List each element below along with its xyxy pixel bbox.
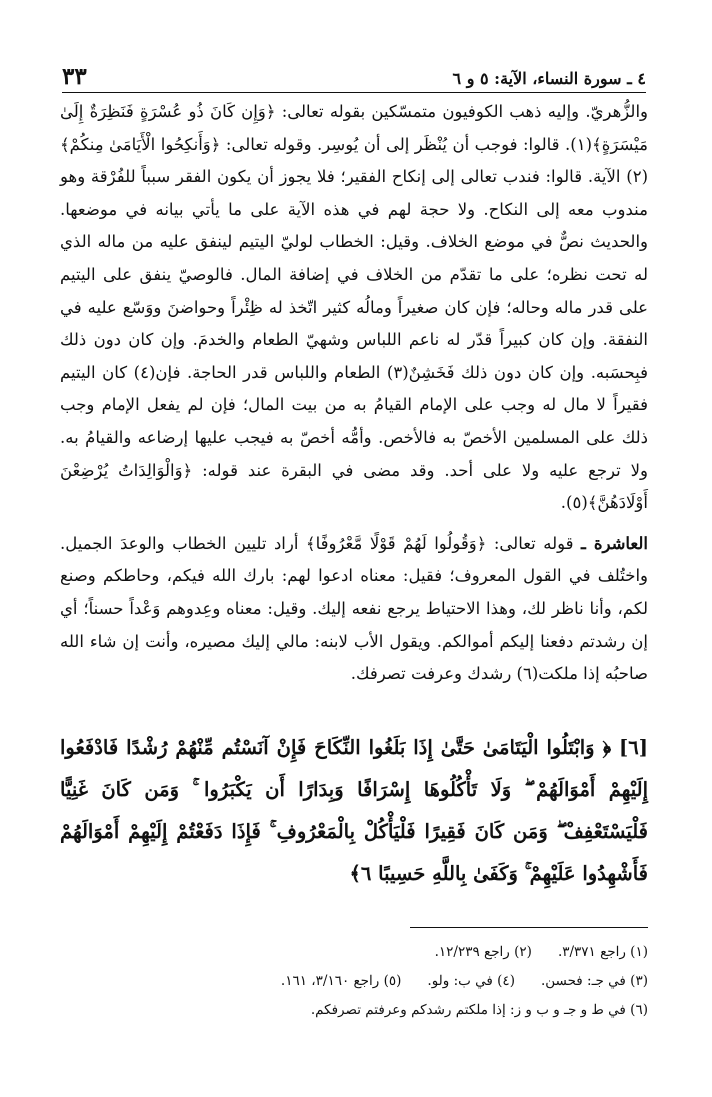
footnote-separator — [410, 927, 648, 928]
footnote-2: (٢) راجع ١٢/٢٣٩. — [434, 944, 532, 960]
section-lead: العاشرة ـ — [581, 533, 648, 553]
page-header — [62, 54, 646, 93]
commentary-paragraph-2 — [60, 528, 648, 691]
footnote-4: (٤) في ب: ولو. — [427, 973, 515, 989]
footnote-5: (٥) راجع ٣/١٦٠، ١٦١. — [280, 973, 402, 989]
footnote-row — [70, 967, 648, 996]
commentary-paragraph-1: والزُّهريّ. وإليه ذهب الكوفيون متمسّكين بقوله تعالى: ﴿وَإِن كَانَ ذُو عُسْرَةٍ فَنَظِرَةٌ إِلَىٰ مَيْسَرَةٍ﴾(١). قالوا: فوجب أن يُنْظَر إلى أن يُوسِر. وقوله تعالى: ﴿وَأَنكِحُوا الْأَيَامَىٰ مِنكُمْ﴾(٢) الآية. قالوا: فندب تعالى إلى إنكاح الفقير؛ فلا يجوز أن يكون الفقر سبباً للفُرْقة وهو مندوب معه إلى النكاح. ولا حجة لهم في هذه الآية على ما يأتي بيانه في موضعها. والحديث نصٌّ في موضع الخلاف. وقيل: الخطاب لوليّ اليتيم لينفق عليه من ماله الذي له تحت نظره؛ على ما تقدّم من الخلاف في إضافة المال. فالوصيّ ينفق على اليتيم على قدر ماله وحاله؛ فإن كان صغيراً ومالُه كثير اتّخذ له ظِئْراً وحواضنَ ووَسّع عليه في النفقة. وإن كان كبيراً قدّر له ناعم اللباس وشهيّ الطعام والخدمَ. وإن كان دون ذلك فبِحسَبه. وإن كان دون ذلك فَخَشِنٌ(٣) الطعام واللباس قدر الحاجة. فإن(٤) كان اليتيم فقيراً لا مال له وجب على الإمام القيامُ به من بيت المال؛ فإن لم يفعل الإمام وجب ذلك على المسلمين الأخصّ به فالأخص. وأمُّه أخصّ به فيجب عليها إرضاعه والقيامُ به. ولا ترجع عليه ولا على أحد. وقد مضى في البقرة عند قوله: ﴿وَالْوَالِدَاتُ يُرْضِعْنَ أَوْلَادَهُنَّ﴾(٥). — [60, 102, 648, 513]
footnotes — [70, 938, 648, 1025]
footnote-row — [70, 938, 648, 967]
quran-verse-block — [60, 727, 648, 895]
footnote-1: (١) راجع ٣/٣٧١. — [557, 944, 648, 960]
section-text: قوله تعالى: ﴿وَقُولُوا لَهُمْ قَوْلًا مَّعْرُوفًا﴾ أراد تليين الخطاب والوعدَ الجميل. واختُلف في القول المعروف؛ فقيل: معناه ادعوا لهم: بارك الله فيكم، وحاطكم وصنع لكم، وأنا ناظر لك، وهذا الاحتياط يرجع نفعه إليك. وقيل: معناه وعِدوهم وَعْداً حسناً؛ أي إن رشدتم دفعنا إليكم أموالكم. ويقول الأب لابنه: مالي إليك مصيره، وأنت إن شاء الله صاحبُه إذا ملكت(٦) رشدك وعرفت تصرفك. — [60, 533, 648, 684]
footnote-6: (٦) في ط و جـ و ب و ز: إذا ملكتم رشدكم وعرفتم تصرفكم. — [310, 1002, 648, 1018]
footnote-3: (٣) في جـ: فحسن. — [540, 973, 648, 989]
commentary-text — [60, 96, 648, 691]
page-number: ٣٣ — [62, 63, 87, 90]
running-title: ٤ ـ سورة النساء، الآية: ٥ و ٦ — [452, 69, 646, 88]
verse-text: ﴿ وَابْتَلُوا الْيَتَامَىٰ حَتَّىٰ إِذَا بَلَغُوا النِّكَاحَ فَإِنْ آنَسْتُم مِّنْهُمْ رُشْدًا فَادْفَعُوا إِلَيْهِمْ أَمْوَالَهُمْ ۖ وَلَا تَأْكُلُوهَا إِسْرَافًا وَبِدَارًا أَن يَكْبَرُوا ۚ وَمَن كَانَ غَنِيًّا فَلْيَسْتَعْفِفْ ۖ وَمَن كَانَ فَقِيرًا فَلْيَأْكُلْ بِالْمَعْرُوفِ ۚ فَإِذَا دَفَعْتُمْ إِلَيْهِمْ أَمْوَالَهُمْ فَأَشْهِدُوا عَلَيْهِمْ ۚ وَكَفَىٰ بِاللَّهِ حَسِيبًا ٦﴾ — [60, 736, 648, 885]
verse-number: [٦] — [619, 736, 648, 759]
footnote-row — [70, 996, 648, 1025]
